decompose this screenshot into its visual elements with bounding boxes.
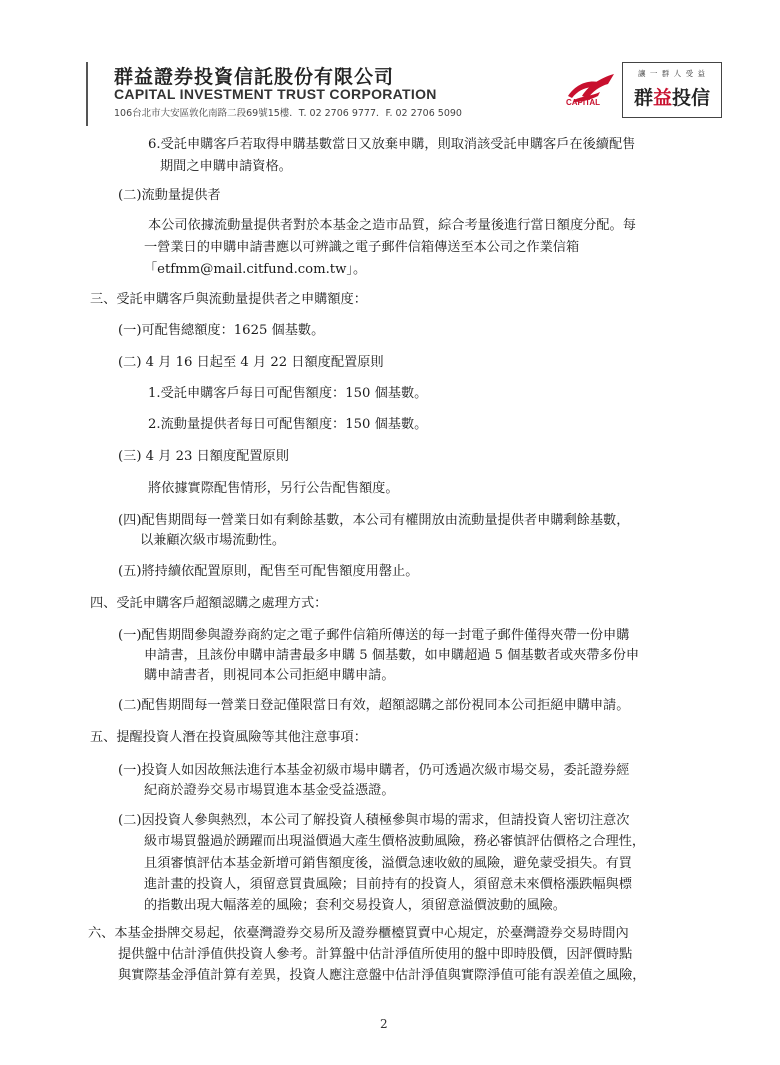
section-heading: 五、提醒投資人潛在投資風險等其他注意事項： [90, 730, 367, 745]
text-line: (二)配售期間每一營業日登記僅限當日有效，超額認購之部份視同本公司拒絕申購申請。 [118, 698, 630, 713]
text-line: 且須審慎評估本基金新增可銷售額度後，溢價急速收斂的風險，避免蒙受損失。有買 [144, 856, 632, 871]
company-name-chinese: 群益證券投資信託股份有限公司 [114, 66, 395, 88]
text-line: 的指數出現大幅落差的風險；套利交易投資人，須留意溢價波動的風險。 [144, 898, 566, 913]
text-line: (二)因投資人參與熱烈，本公司了解投資人積極參與市場的需求，但請投資人密切注意次 [118, 813, 630, 828]
text-line: 以兼顧次級市場流動性。 [140, 533, 286, 548]
text-line: (三) 4 月 23 日額度配置原則 [118, 449, 289, 464]
text-line: 本公司依據流動量提供者對於本基金之造市品質，綜合考量後進行當日額度分配。每 [148, 218, 636, 233]
text-line: 進計畫的投資人，須留意買貴風險；目前持有的投資人，須留意未來價格漲跌幅與標 [144, 877, 632, 892]
text-line: 將依據實際配售情形，另行公告配售額度。 [148, 481, 399, 496]
header-divider [86, 62, 88, 126]
text-line: 級市場買盤過於踴躍而出現溢價過大產生價格波動風險，務必審慎評估價格之合理性， [144, 834, 646, 849]
section-heading: 四、受託申購客戶超額認購之處理方式： [90, 596, 328, 611]
brand-name-part-1: 群 [633, 87, 653, 109]
text-line: 紀商於證券交易市場買進本基金受益憑證。 [144, 783, 395, 798]
text-line: 1.受託申購客戶每日可配售額度：150 個基數。 [148, 386, 428, 401]
text-line: 6.受託申購客戶若取得申購基數當日又放棄申購，則取消該受託申購客戶在後續配售 [148, 137, 636, 152]
section-heading: 六、本基金掛牌交易起，依臺灣證券交易所及證券櫃檯買賣中心規定，於臺灣證券交易時間內 [88, 926, 629, 941]
text-line: 期間之申購申請資格。 [160, 159, 292, 174]
text-line: 與實際基金淨值計算有差異，投資人應注意盤中估計淨值與實際淨值可能有誤差值之風險， [118, 968, 646, 983]
text-line: (一)投資人如因故無法進行本基金初級市場申購者，仍可透過次級市場交易，委託證券經 [118, 763, 630, 778]
company-address: 106台北市大安區敦化南路二段69號15樓．T. 02 2706 9777．F. 02 2706 5090 [114, 108, 462, 119]
text-line: (四)配售期間每一營業日如有剩餘基數，本公司有權開放由流動量提供者申購剩餘基數， [118, 513, 630, 528]
section-heading: 三、受託申購客戶與流動量提供者之申購額度： [90, 292, 367, 307]
page-number: 2 [380, 1017, 388, 1031]
company-name-english: CAPITAL INVESTMENT TRUST CORPORATION [114, 86, 437, 102]
text-line: 2.流動量提供者每日可配售額度：150 個基數。 [148, 417, 428, 432]
text-line: 申請書，且該份申購申請書最多申購 5 個基數，如申購超過 5 個基數者或夾帶多份申 [144, 648, 640, 663]
brand-name-part-2: 益 [652, 87, 672, 109]
brand-slogan: 讓 一 群 人 受 益 [638, 69, 706, 78]
capital-logo-text: CAPITAL [566, 98, 601, 107]
text-line: (一)可配售總額度：1625 個基數。 [118, 323, 325, 338]
email-address: 「etfmm@mail.citfund.com.tw」。 [144, 262, 367, 277]
text-line: (二) 4 月 16 日起至 4 月 22 日額度配置原則 [118, 355, 384, 370]
text-line: (五)將持續依配置原則，配售至可配售額度用罄止。 [118, 564, 419, 579]
text-line: (一)配售期間參與證券商約定之電子郵件信箱所傳送的每一封電子郵件僅得夾帶一份申購 [118, 628, 630, 643]
text-line: 購申請書者，則視同本公司拒絕申購申請。 [144, 668, 395, 683]
brand-name-part-3: 投信 [672, 87, 711, 109]
letterhead [82, 52, 732, 124]
brand-name [623, 83, 721, 110]
section-heading: (二)流動量提供者 [118, 188, 221, 203]
text-line: 提供盤中估計淨值供投資人參考。計算盤中估計淨值所使用的盤中即時股價，因評價時點 [118, 947, 633, 962]
brand-box [622, 62, 722, 118]
text-line: 一營業日的申購申請書應以可辨識之電子郵件信箱傳送至本公司之作業信箱 [144, 240, 580, 255]
